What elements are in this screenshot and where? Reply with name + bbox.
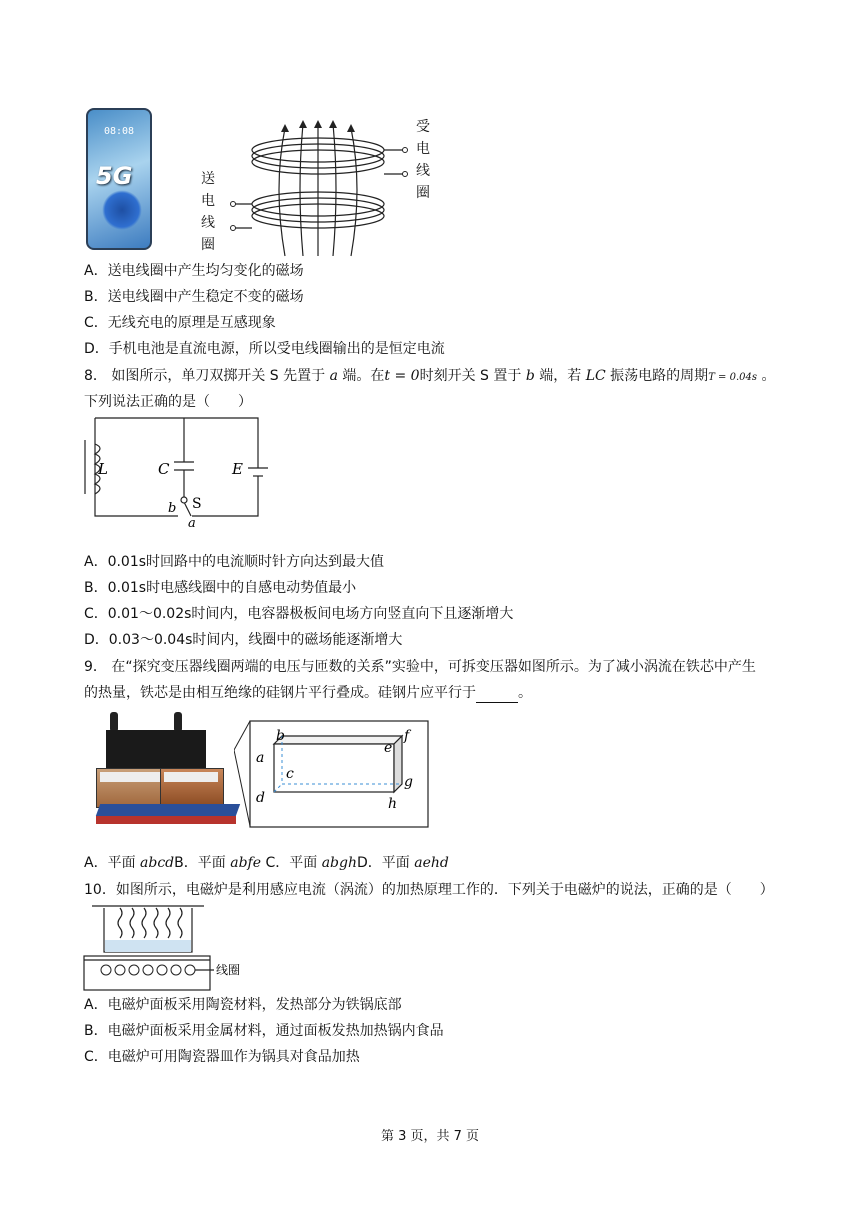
- q10-stem: 10．如图所示，电磁炉是利用感应电流（涡流）的加热原理工作的．下列关于电磁炉的说法，正确的是（ ）: [84, 882, 774, 898]
- phone-time: 08:08: [103, 126, 135, 137]
- box-label-h: h: [388, 796, 398, 812]
- q8-stem-line1: 8． 如图所示，单刀双掷开关 S 先置于 a 端。在t = 0时刻开关 S 置于 b 端，若 LC 振荡电路的周期T = 0.04s 。: [84, 368, 776, 384]
- answer-blank: [476, 688, 518, 703]
- box-label-d: d: [256, 790, 265, 806]
- label-b: b: [168, 501, 177, 516]
- page-footer: 第 3 页，共 7 页: [380, 1129, 480, 1144]
- label-L: L: [98, 460, 108, 478]
- box-label-b: b: [276, 728, 285, 744]
- q10-option-b: B．电磁炉面板采用金属材料，通过面板发热加热锅内食品: [84, 1023, 444, 1039]
- box-label-a: a: [256, 750, 265, 766]
- box-label-e: e: [384, 740, 393, 756]
- q9-option-b: B．平面 abfe: [174, 855, 261, 871]
- coil-label: 线圈: [216, 963, 241, 977]
- lc-circuit-diagram: [80, 414, 270, 530]
- q7-option-c: C．无线充电的原理是互感现象: [84, 315, 276, 331]
- q8-option-d: D．0.03～0.04s时间内，线圈中的磁场能逐渐增大: [84, 632, 403, 648]
- q10-option-c: C．电磁炉可用陶瓷器皿作为锅具对食品加热: [84, 1049, 360, 1065]
- label-S: S: [192, 496, 202, 512]
- receive-coil-label: 受 电 线 圈: [416, 119, 430, 201]
- label-C: C: [158, 460, 170, 478]
- q7-option-d: D．手机电池是直流电源，所以受电线圈输出的是恒定电流: [84, 341, 445, 357]
- label-a: a: [188, 516, 196, 530]
- silicon-steel-diagram: [234, 720, 434, 830]
- phone-wallpaper-fish: [102, 190, 142, 230]
- q7-option-a: A．送电线圈中产生均匀变化的磁场: [84, 263, 304, 279]
- induction-cooker-diagram: [80, 900, 260, 992]
- box-label-c: c: [286, 766, 294, 782]
- label-E: E: [232, 460, 243, 478]
- q10-option-a: A．电磁炉面板采用陶瓷材料，发热部分为铁锅底部: [84, 997, 402, 1013]
- q8-option-b: B．0.01s时电感线圈中的自感电动势值最小: [84, 580, 357, 596]
- q7-option-b: B．送电线圈中产生稳定不变的磁场: [84, 289, 304, 305]
- phone-image: [86, 108, 152, 250]
- q9-option-a: A．平面 abcd: [84, 855, 175, 871]
- send-coil-label: 送 电 线 圈: [201, 171, 215, 253]
- wireless-coil-diagram: [225, 118, 410, 258]
- q9-option-d: D．平面 aehd: [356, 855, 449, 871]
- q8-option-c: C．0.01～0.02s时间内，电容器极板间电场方向竖直向下且逐渐增大: [84, 606, 514, 622]
- box-label-g: g: [404, 774, 413, 790]
- q8-stem-line2: 下列说法正确的是（ ）: [84, 394, 252, 410]
- q9-stem-line1: 9． 在“探究变压器线圈两端的电压与匝数的关系”实验中，可拆变压器如图所示。为了减小涡流在铁芯中产生: [84, 659, 756, 675]
- q9-option-c: C．平面 abgh: [261, 855, 357, 871]
- transformer-photo: [96, 712, 246, 830]
- q9-stem-line2: 的热量，铁芯是由相互绝缘的硅钢片平行叠成。硅钢片应平行于 。: [84, 685, 532, 701]
- phone-5g-badge: 5G: [96, 162, 133, 190]
- q8-option-a: A．0.01s时回路中的电流顺时针方向达到最大值: [84, 554, 385, 570]
- box-label-f: f: [404, 728, 410, 744]
- q9-options: [84, 853, 449, 873]
